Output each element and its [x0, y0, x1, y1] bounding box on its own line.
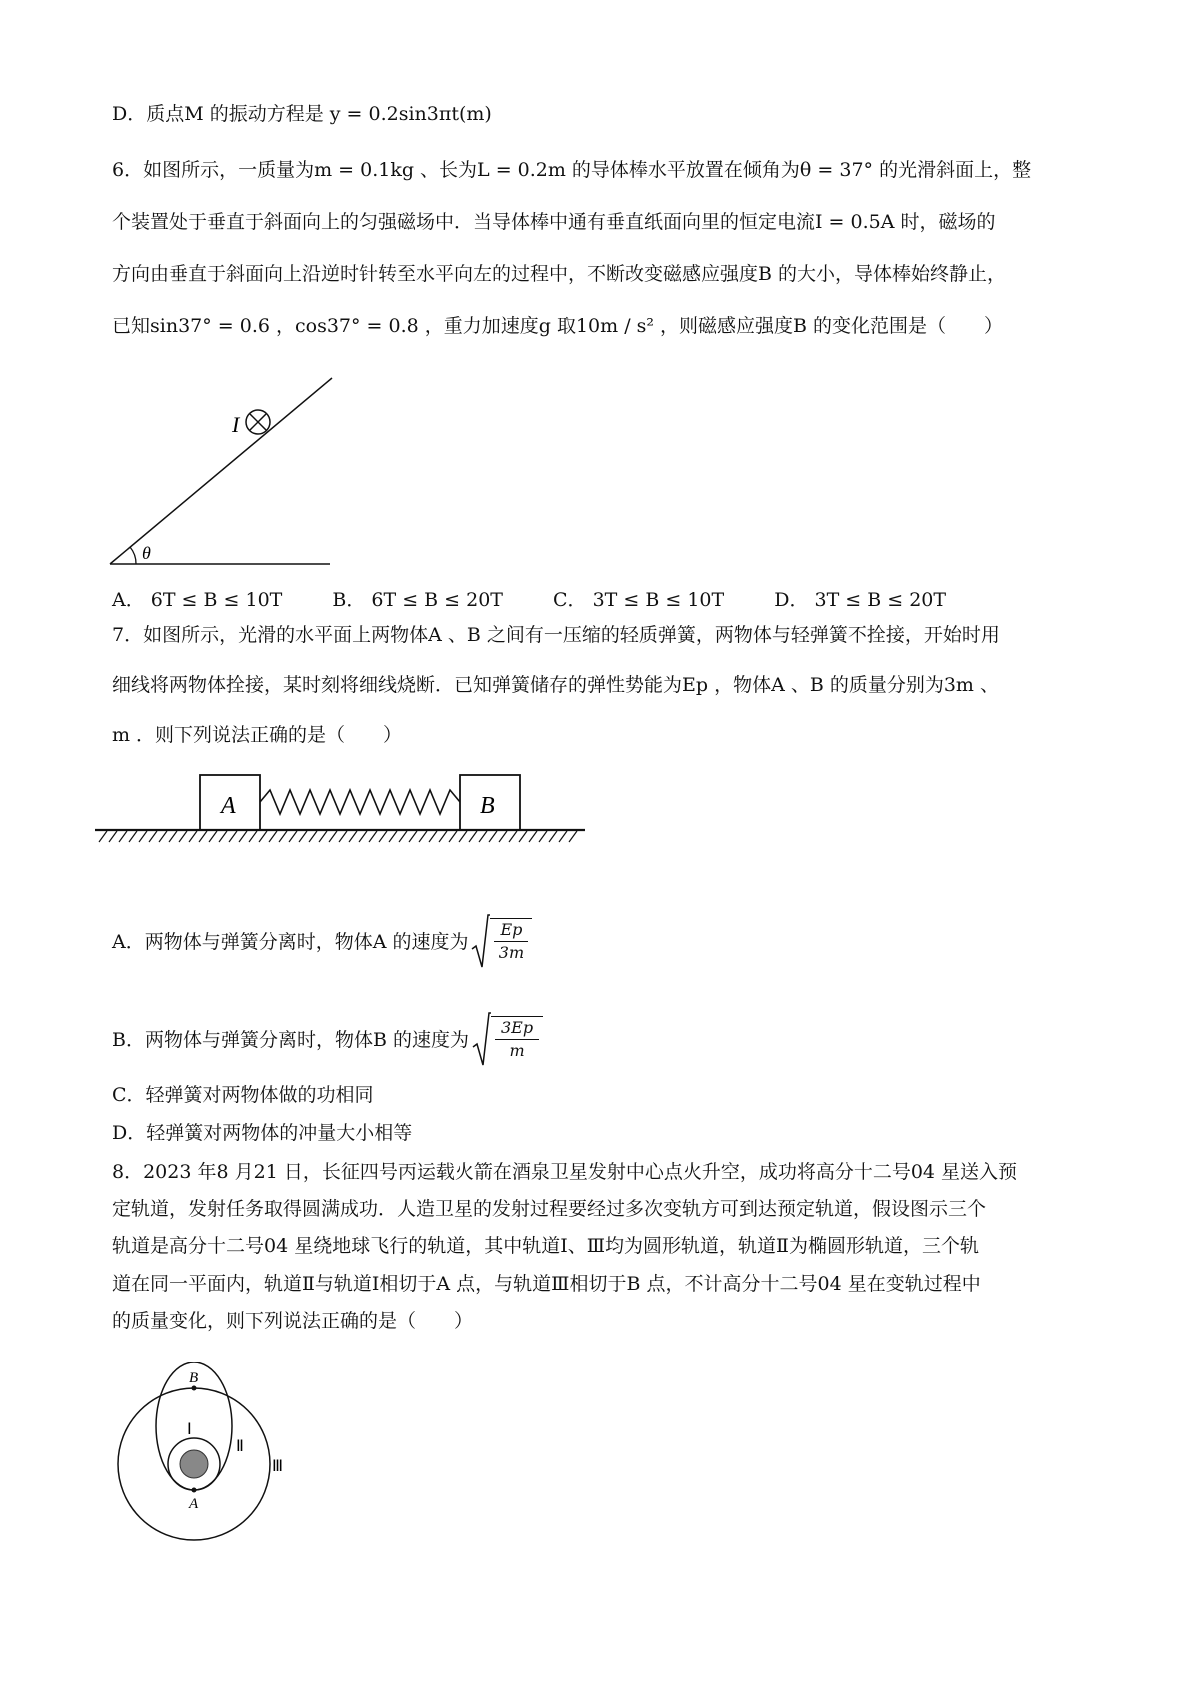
q7-text-line-2: 细线将两物体拴接，某时刻将细线烧断．已知弹簧储存的弹性势能为Ep ，物体A 、B 的质量分别为3m 、 [112, 674, 999, 696]
point-b-label: B [189, 1370, 199, 1386]
current-label: I [232, 412, 240, 437]
q7-option-c[interactable]: C．轻弹簧对两物体做的功相同 [112, 1084, 374, 1106]
fraction-a-numerator: Ep [494, 919, 528, 942]
q7-option-b[interactable] [112, 1010, 543, 1070]
block-b-label: B [480, 793, 495, 819]
orbit-3-label: Ⅲ [272, 1458, 284, 1475]
q6-option-c[interactable]: C． 3T ≤ B ≤ 10T [553, 589, 725, 611]
sqrt-sign-icon [471, 1011, 491, 1069]
q8-text-line-5: 的质量变化，则下列说法正确的是（ ） [112, 1310, 474, 1332]
q6-text-line-2: 个装置处于垂直于斜面向上的匀强磁场中．当导体棒中通有垂直纸面向里的恒定电流I = 0.5A 时，磁场的 [112, 211, 996, 233]
q7-option-b-text: B．两物体与弹簧分离时，物体B 的速度为 [112, 1029, 469, 1051]
incline-angle-arc [130, 547, 136, 564]
incline-slope-line [110, 378, 332, 564]
q7-text-line-3: m ．则下列说法正确的是（ ） [112, 724, 403, 746]
fraction-b-denominator: m [509, 1041, 525, 1060]
q7-option-a[interactable] [112, 912, 532, 972]
q6-option-d[interactable]: D． 3T ≤ B ≤ 20T [774, 589, 947, 611]
q7-text-line-1: 7．如图所示，光滑的水平面上两物体A 、B 之间有一压缩的轻质弹簧，两物体与轻弹簧不拴接，开始时用 [112, 624, 1000, 646]
q6-text-line-1: 6．如图所示，一质量为m = 0.1kg 、长为L = 0.2m 的导体棒水平放置在倾角为θ = 37° 的光滑斜面上，整 [112, 159, 1032, 181]
angle-label: θ [142, 543, 151, 563]
q8-text-line-3: 轨道是高分十二号04 星绕地球飞行的轨道，其中轨道Ⅰ、Ⅲ均为圆形轨道，轨道Ⅱ为椭圆形轨道，三个轨 [112, 1235, 979, 1257]
q8-orbit-figure [108, 1362, 298, 1542]
q6-option-a[interactable]: A． 6T ≤ B ≤ 10T [112, 589, 283, 611]
q6-option-b[interactable]: B． 6T ≤ B ≤ 20T [332, 589, 503, 611]
sqrt-sign-icon [470, 913, 490, 971]
orbit-1-label: Ⅰ [187, 1421, 192, 1438]
earth [180, 1450, 208, 1478]
q6-options [112, 585, 990, 612]
ground-hatching [99, 831, 577, 842]
orbit-2-label: Ⅱ [236, 1438, 244, 1455]
q7-option-a-text: A．两物体与弹簧分离时，物体A 的速度为 [112, 931, 469, 953]
fraction-a-denominator: 3m [498, 943, 525, 962]
point-a-dot [192, 1488, 197, 1493]
spring [260, 790, 460, 814]
q7-option-d[interactable]: D．轻弹簧对两物体的冲量大小相等 [112, 1122, 413, 1144]
fraction-b-numerator: 3Ep [495, 1017, 539, 1040]
point-b-dot [192, 1386, 197, 1391]
q7-fraction-a [490, 918, 532, 964]
q8-text-line-4: 道在同一平面内，轨道Ⅱ与轨道Ⅰ相切于A 点，与轨道Ⅲ相切于B 点，不计高分十二号04 星在变轨过程中 [112, 1273, 981, 1295]
point-a-label: A [189, 1496, 199, 1512]
q5-option-d: D．质点M 的振动方程是 y = 0.2sin3πt(m) [112, 103, 492, 125]
q8-text-line-1: 8．2023 年8 月21 日，长征四号丙运载火箭在酒泉卫星发射中心点火升空，成功将高分十二号04 星送入预 [112, 1161, 1018, 1183]
q6-incline-figure [100, 370, 340, 570]
q7-fraction-b [491, 1016, 543, 1062]
q6-text-line-3: 方向由垂直于斜面向上沿逆时针转至水平向左的过程中，不断改变磁感应强度B 的大小，导体棒始终静止， [112, 263, 1007, 285]
block-a-label: A [221, 793, 236, 819]
q8-text-line-2: 定轨道，发射任务取得圆满成功．人造卫星的发射过程要经过多次变轨方可到达预定轨道，假设图示三个 [112, 1198, 987, 1220]
q6-text-line-4: 已知sin37° = 0.6 ，cos37° = 0.8 ，重力加速度g 取10m / s² ，则磁感应强度B 的变化范围是（ ） [112, 315, 1004, 337]
q7-spring-figure [95, 770, 585, 850]
